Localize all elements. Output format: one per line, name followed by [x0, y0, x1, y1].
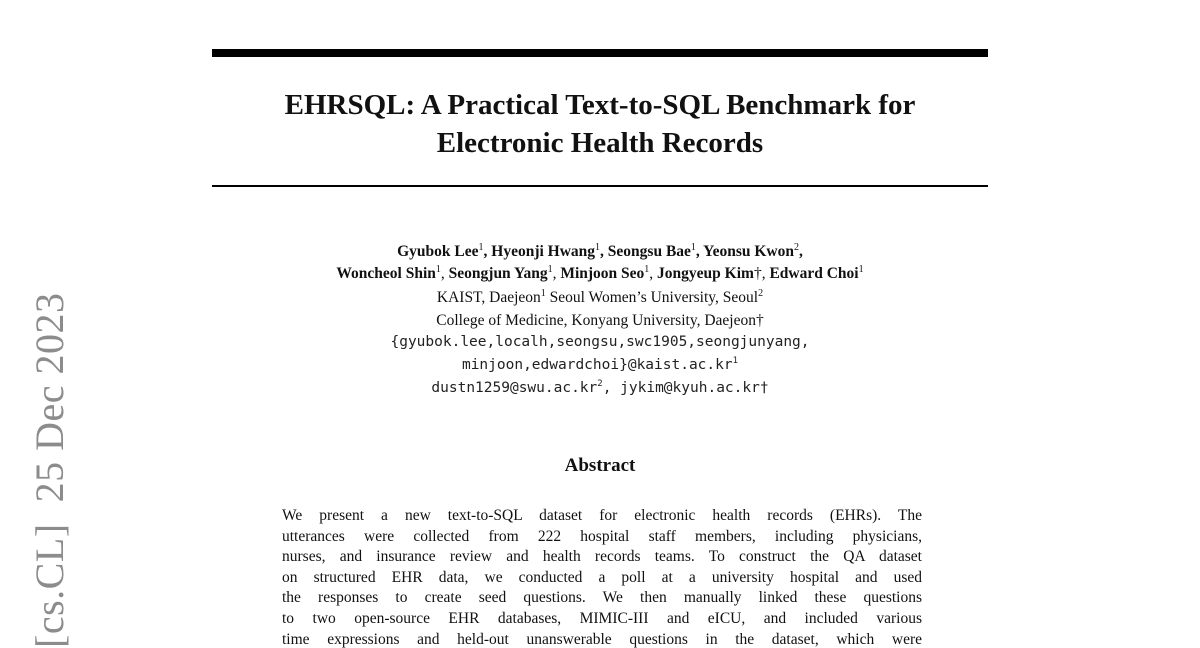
- abstract-body: [282, 506, 922, 648]
- author-affiliation-mark: 1: [644, 263, 650, 275]
- author-affiliation-mark: 1: [478, 241, 484, 253]
- affiliation-line-2: College of Medicine, Konyang University, Daejeon†: [436, 312, 764, 329]
- abstract-heading: Abstract: [564, 455, 636, 476]
- author-list: [150, 241, 1050, 285]
- author-separator: ,: [761, 265, 770, 282]
- email-kaist: minjoon,edwardchoi}@kaist.ac.kr: [461, 357, 733, 373]
- author-line-2: [150, 263, 1050, 285]
- author-separator: ,: [483, 243, 492, 260]
- author-affiliation-mark: 1: [858, 263, 864, 275]
- author-separator: ,: [600, 243, 608, 260]
- author-affiliation-mark: 2: [793, 241, 799, 253]
- title-bottom-rule: [212, 185, 988, 187]
- email-affiliation-mark: 1: [732, 356, 739, 367]
- author-name: Jongyeup Kim: [657, 265, 754, 282]
- author-separator: ,: [798, 243, 803, 260]
- arxiv-identifier-stamp: [24, 293, 76, 648]
- abstract-line: to two open-source EHR databases, MIMIC-III and eICU, and included various: [282, 609, 922, 627]
- affiliation-mark: 1: [540, 287, 546, 299]
- abstract-line: the responses to create seed questions. We then manually linked these questions: [282, 589, 922, 607]
- author-affiliation-mark: 1: [690, 241, 696, 253]
- email-affiliation-mark: 2: [597, 379, 603, 390]
- email-kyuh: , jykim@kyuh.ac.kr†: [602, 380, 769, 396]
- affiliation-mark: 2: [758, 287, 764, 299]
- arxiv-category: [cs.CL]: [27, 523, 72, 648]
- abstract-line: nurses, and insurance review and health records teams. To construct the QA dataset: [282, 548, 922, 566]
- paper-title-line-2: Electronic Health Records: [436, 127, 764, 159]
- author-affiliation-mark: 1: [595, 241, 601, 253]
- title-top-rule: [212, 49, 988, 57]
- author-separator: ,: [440, 265, 449, 282]
- paper-title: [212, 86, 988, 162]
- author-separator: ,: [695, 243, 704, 260]
- abstract-line: utterances were collected from 222 hospital staff members, including physicians,: [282, 527, 922, 545]
- author-separator: ,: [552, 265, 561, 282]
- paper-title-line-1: EHRSQL: A Practical Text-to-SQL Benchmark for: [284, 89, 916, 121]
- author-affiliation-mark: 1: [547, 263, 553, 275]
- author-affiliation-mark: †: [753, 265, 762, 282]
- abstract-line: time expressions and held-out unanswerable questions in the dataset, which were: [282, 630, 922, 648]
- email-line-2: [150, 354, 1050, 377]
- author-separator: ,: [649, 265, 658, 282]
- arxiv-date: 25 Dec 2023: [27, 292, 72, 503]
- author-name: Seongsu Bae: [607, 243, 691, 260]
- affiliation-line-1: [150, 288, 1050, 307]
- email-swu: dustn1259@swu.ac.kr: [431, 380, 598, 396]
- author-name: Yeonsu Kwon: [703, 243, 794, 260]
- author-name: Woncheol Shin: [336, 265, 436, 282]
- affiliation-kaist: KAIST, Daejeon: [436, 289, 541, 306]
- email-line-3: [150, 377, 1050, 400]
- author-name: Seongjun Yang: [448, 265, 548, 282]
- affiliation-swu: Seoul Women’s University, Seoul: [545, 289, 759, 306]
- author-name: Edward Choi: [769, 265, 859, 282]
- email-line-1: {gyubok.lee,localh,seongsu,swc1905,seongjunyang,: [390, 334, 810, 350]
- author-line-1: [150, 241, 1050, 263]
- author-affiliation-mark: 1: [435, 263, 441, 275]
- author-name: Hyeonji Hwang: [491, 243, 596, 260]
- abstract-line: We present a new text-to-SQL dataset for electronic health records (EHRs). The: [282, 507, 922, 524]
- author-name: Gyubok Lee: [397, 243, 479, 260]
- abstract-line: on structured EHR data, we conducted a poll at a university hospital and used: [282, 568, 922, 586]
- author-name: Minjoon Seo: [560, 265, 645, 282]
